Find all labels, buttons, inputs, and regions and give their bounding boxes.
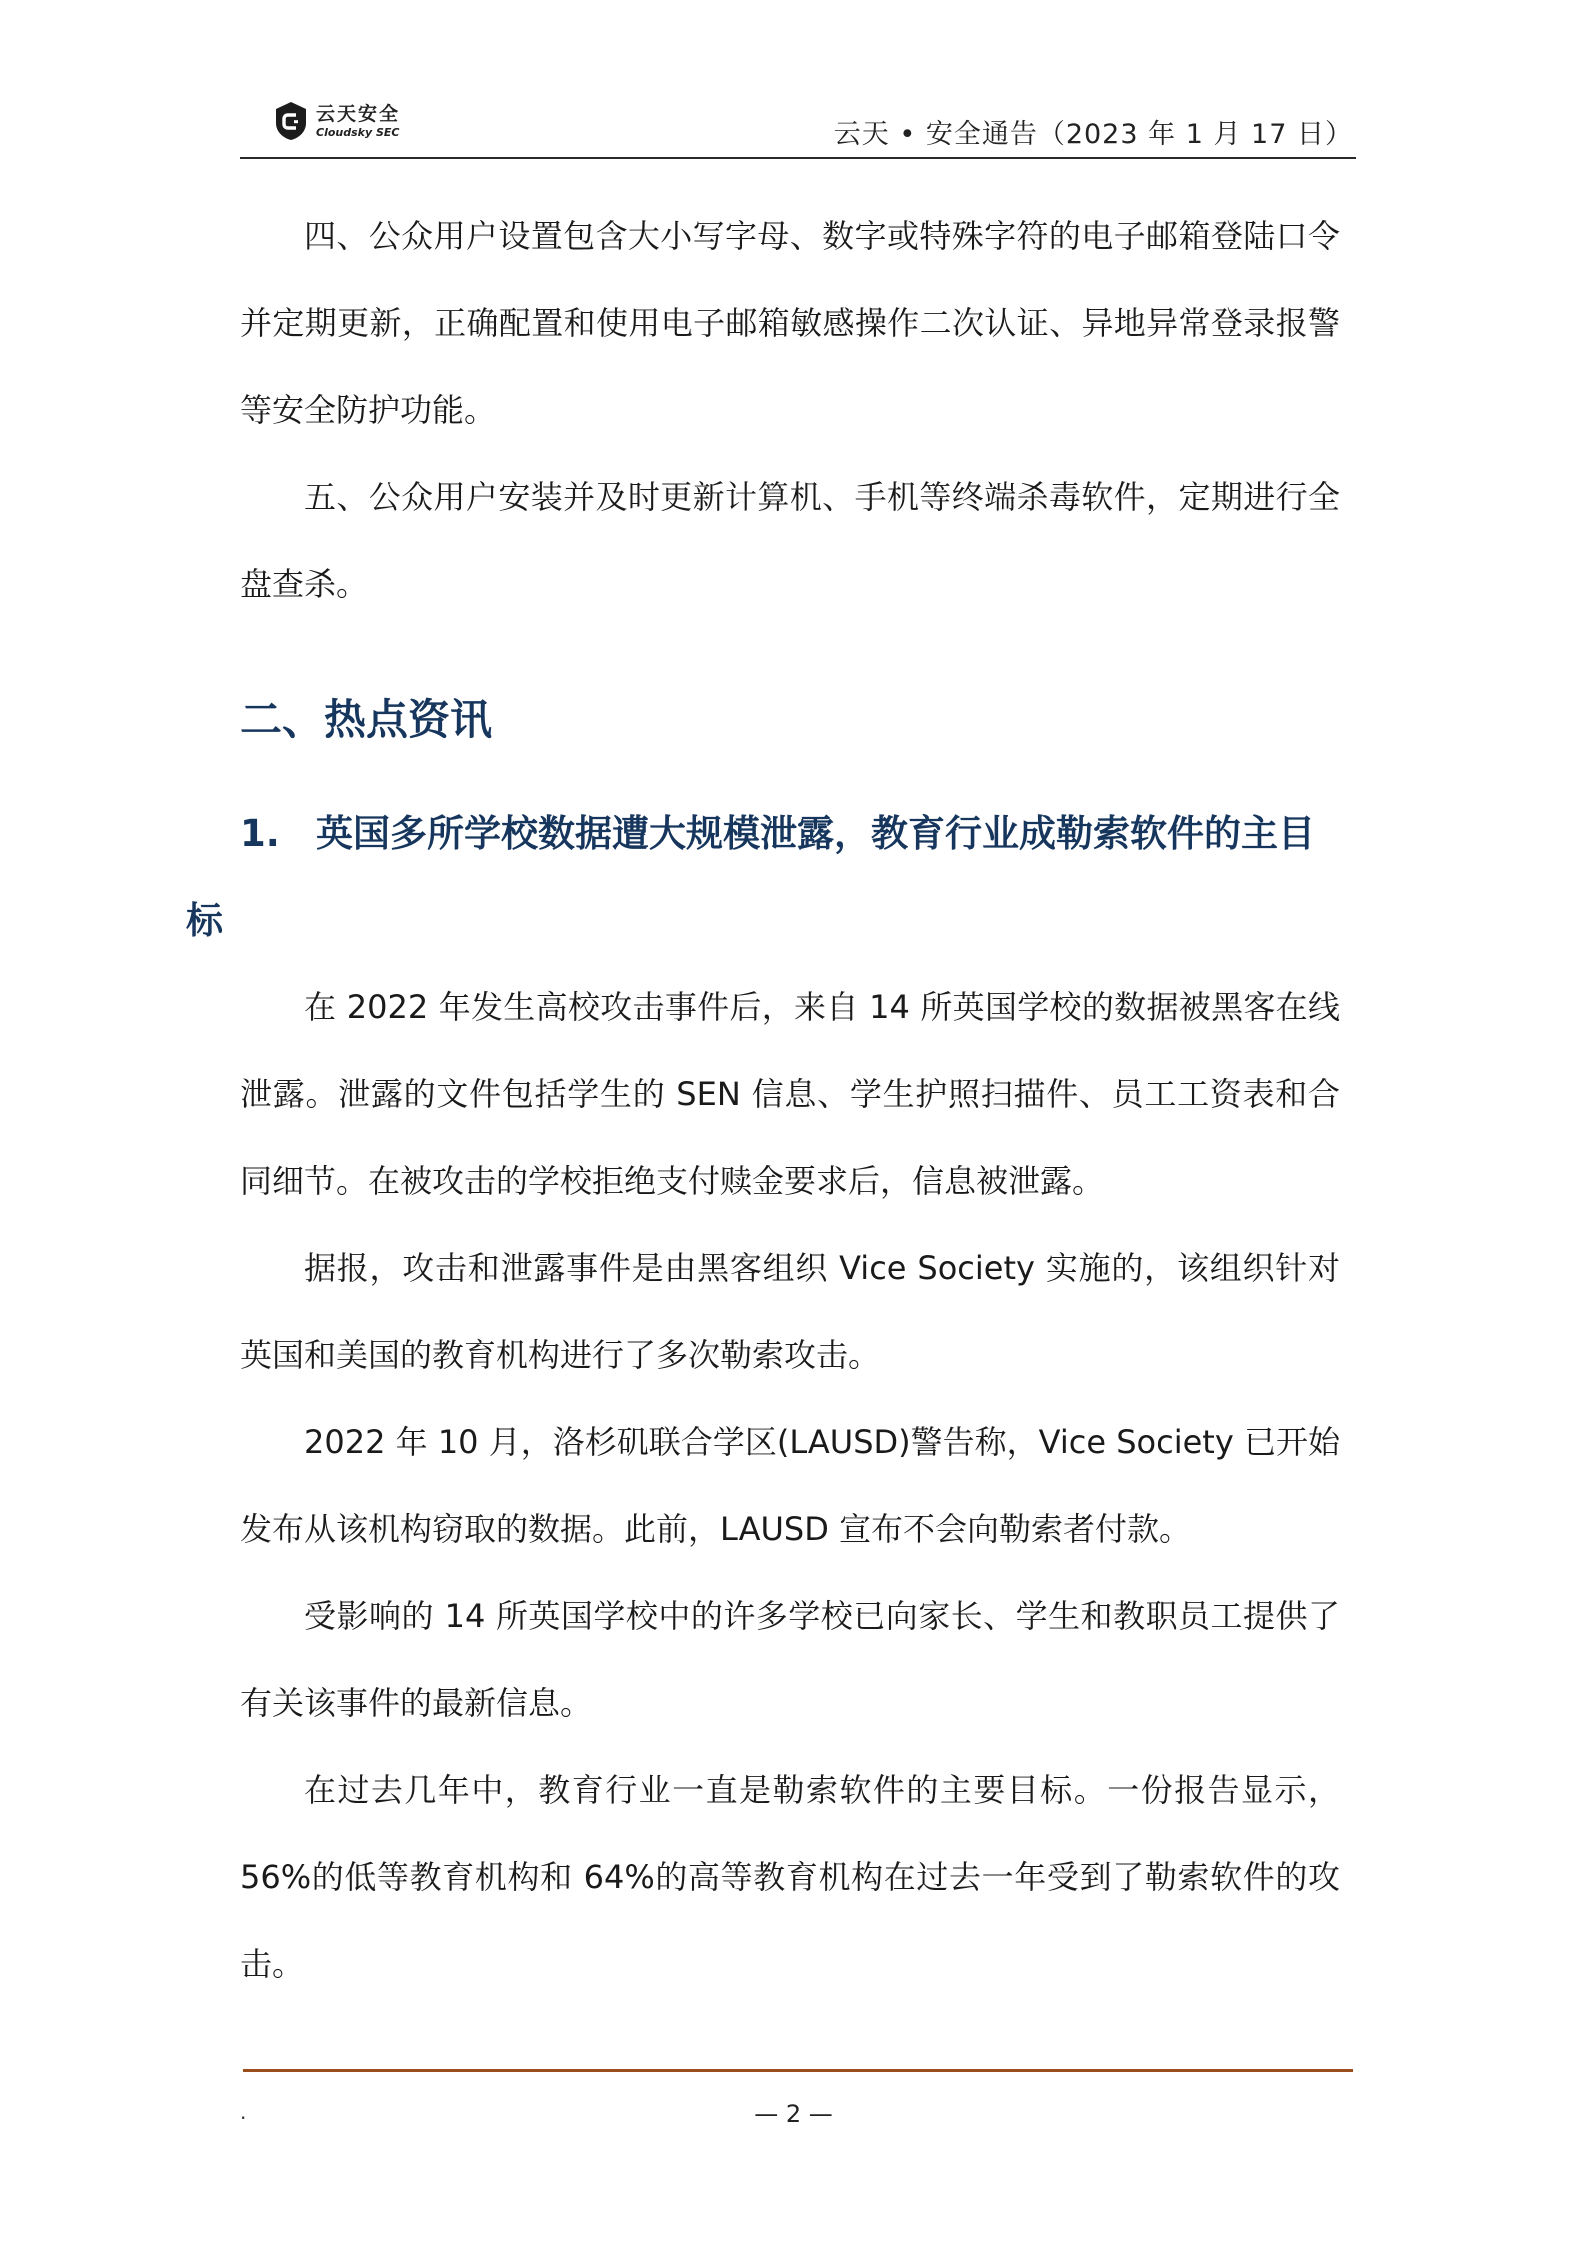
logo-chinese-text: 云天安全 [316, 102, 401, 125]
subsection-title-text: 英国多所学校数据遭大规模泄露，教育行业成勒索软件的主目标 [186, 812, 1315, 942]
paragraph-recommendation-4: 四、公众用户设置包含大小写字母、数字或特殊字符的电子邮箱登陆口令并定期更新，正确配置和使用电子邮箱敏感操作二次认证、异地异常登录报警等安全防护功能。 [240, 217, 1340, 429]
page-number: — 2 — [754, 2100, 833, 2128]
footer-dot: . [240, 2100, 247, 2124]
page-header [0, 0, 1587, 170]
footer-divider [243, 2069, 1353, 2072]
paragraph-recommendation-5: 五、公众用户安装并及时更新计算机、手机等终端杀毒软件，定期进行全盘查杀。 [240, 478, 1340, 603]
paragraph-news-4: 受影响的 14 所英国学校中的许多学校已向家长、学生和教职员工提供了有关该事件的最新信息。 [240, 1597, 1340, 1722]
header-divider [240, 157, 1356, 159]
paragraph-news-5: 在过去几年中，教育行业一直是勒索软件的主要目标。一份报告显示，56%的低等教育机构和 64%的高等教育机构在过去一年受到了勒索软件的攻击。 [240, 1771, 1340, 1983]
bulletin-header-title: 云天 • 安全通告（2023 年 1 月 17 日） [833, 119, 1353, 150]
company-logo [274, 98, 400, 144]
shield-logo-icon [274, 101, 308, 141]
paragraph-news-3: 2022 年 10 月，洛杉矶联合学区(LAUSD)警告称，Vice Society 已开始发布从该机构窃取的数据。此前，LAUSD 宣布不会向勒索者付款。 [240, 1423, 1340, 1548]
logo-english-text: Cloudsky SEC [316, 125, 400, 139]
paragraph-news-1: 在 2022 年发生高校攻击事件后，来自 14 所英国学校的数据被黑客在线泄露。泄露的文件包括学生的 SEN 信息、学生护照扫描件、员工工资表和合同细节。在被攻击的学校拒绝支付赎金要求后，信息被泄露。 [240, 988, 1340, 1200]
paragraph-news-2: 据报，攻击和泄露事件是由黑客组织 Vice Society 实施的，该组织针对英国和美国的教育机构进行了多次勒索攻击。 [240, 1249, 1340, 1374]
subsection-number: 1. [240, 812, 280, 855]
section-heading: 二、热点资讯 [240, 695, 493, 744]
subsection-heading [186, 790, 1340, 964]
